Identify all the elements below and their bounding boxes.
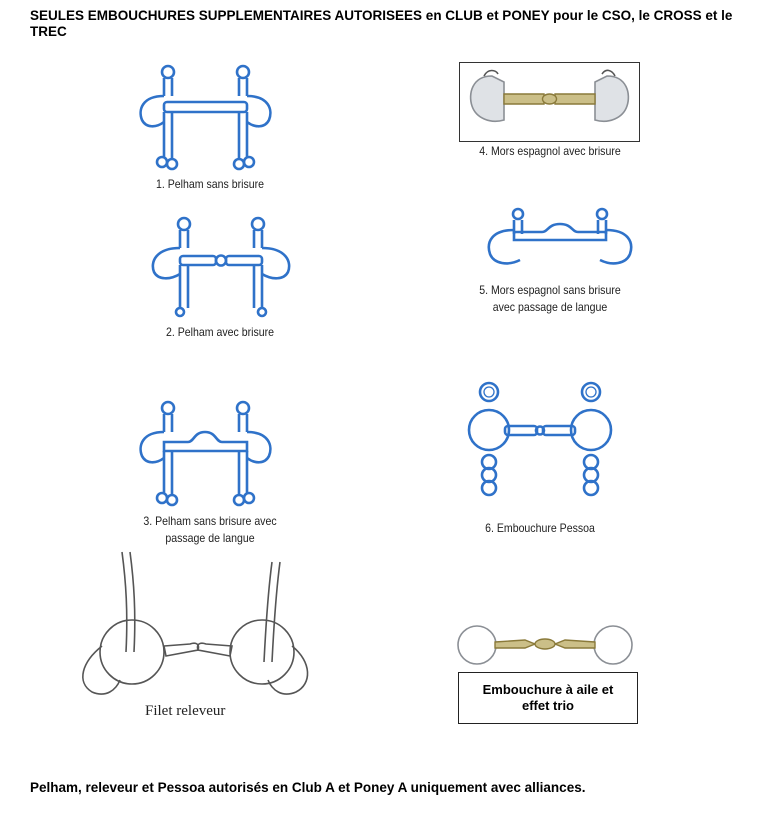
footer-note: Pelham, releveur et Pessoa autorisés en Club A et Poney A uniquement avec alliances. <box>30 780 586 795</box>
gag-snaffle-bit-icon <box>72 552 312 702</box>
pelham-jointed-bit-icon <box>140 212 300 327</box>
pelham-straight-bit-icon <box>130 62 280 177</box>
page-title: SEULES EMBOUCHURES SUPPLEMENTAIRES AUTORISEES en CLUB et PONEY pour le CSO, le CROSS et le TREC <box>30 8 733 39</box>
wing-trio-bit-icon <box>455 620 635 670</box>
item-1-caption: 1. Pelham sans brisure <box>155 177 264 191</box>
spanish-jointed-bit-icon <box>462 64 637 134</box>
trio-caption: Embouchure à aile et effet trio <box>482 682 614 713</box>
item-2-caption: 2. Pelham avec brisure <box>165 325 274 339</box>
pelham-ported-bit-icon <box>130 398 280 513</box>
item-3-caption: 3. Pelham sans brisure avec passage de langue <box>143 514 277 545</box>
pessoa-bit-icon <box>465 380 615 500</box>
item-5-caption: 5. Mors espagnol sans brisure avec passage de langue <box>479 283 621 314</box>
item-4-caption: 4. Mors espagnol avec brisure <box>479 144 621 158</box>
trio-label-box <box>458 672 638 724</box>
spanish-ported-bit-icon <box>480 200 640 280</box>
item-6-caption: 6. Embouchure Pessoa <box>485 521 595 535</box>
filet-caption: Filet releveur <box>145 703 226 719</box>
